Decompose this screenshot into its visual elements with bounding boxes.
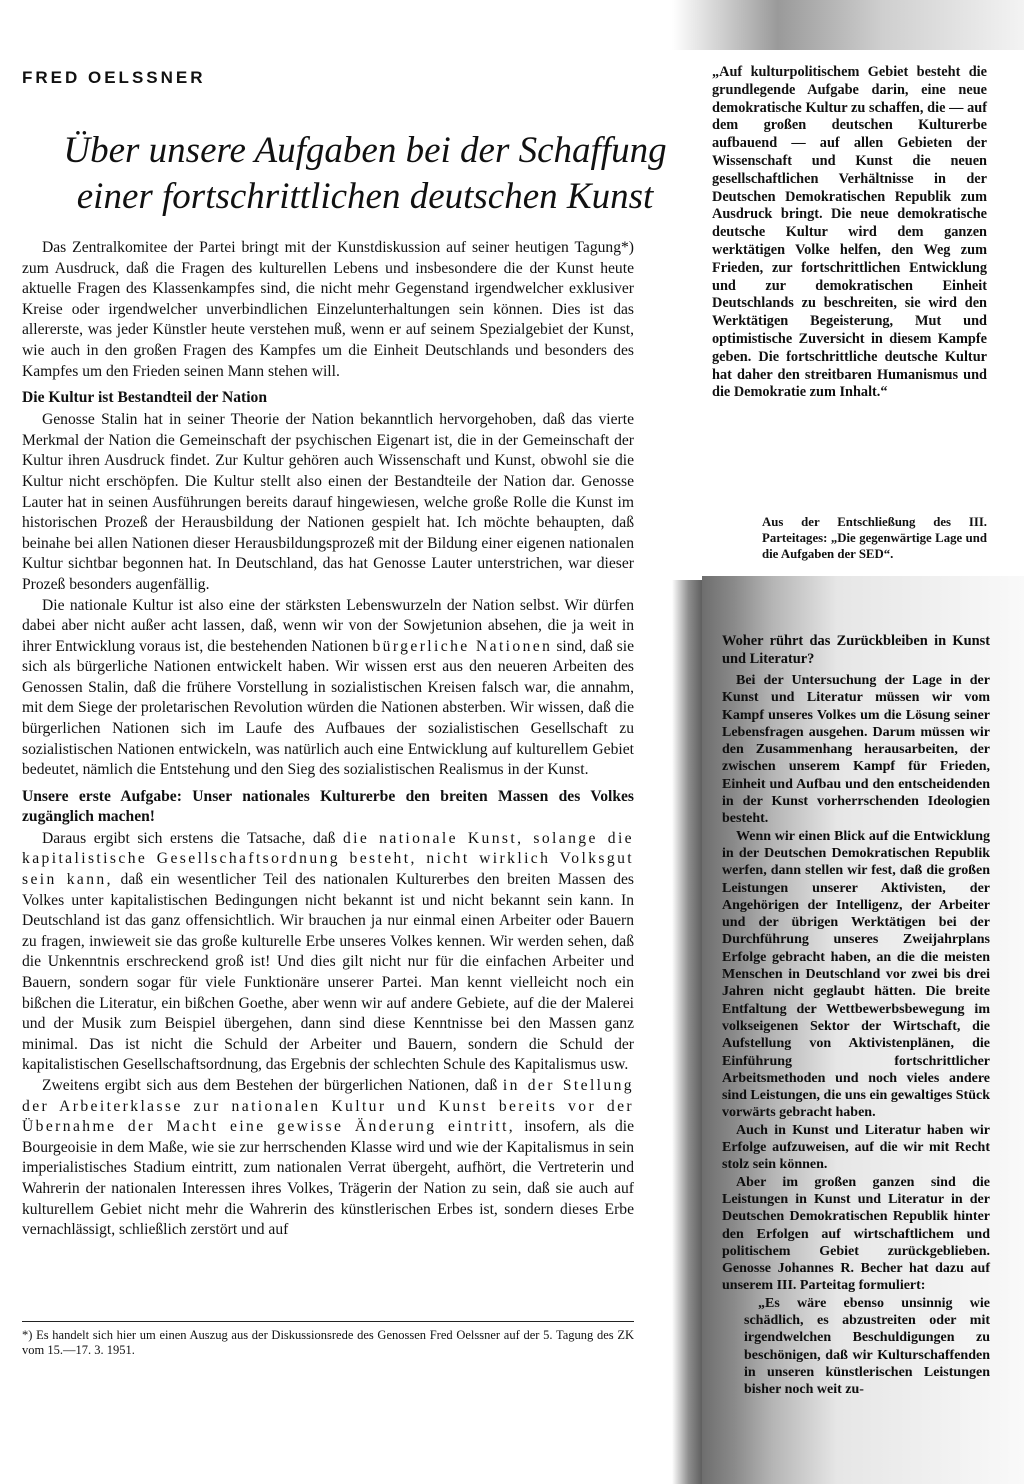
sidebar-heading: Woher rührt das Zurückbleiben in Kunst und Literatur? (722, 633, 990, 667)
intro-paragraph: Das Zentralkomitee der Partei bringt mit der Kunstdiskussion auf seiner heutigen Tagung*) zum Ausdruck, daß die Fragen des kulturellen Lebens und insbesondere die der Kunst heute aktuelle Fragen des Klassenkampfes sind, die nicht mehr Gegenstand irgendwelcher exklusiver Kreise oder irgendwelcher unverbindlichen Einzelunterhaltungen sein können. Dies ist das allererste, was jeder Künstler heute verstehen muß, wenn er auf seinem Spezialgebiet der Kunst, wie auch in den großen Fragen des Kampfes um die Einheit Deutschlands und besonders des Kampfes um den Frieden seinen Mann stehen will. (22, 239, 634, 380)
paragraph-text: sind, daß sie sich als bürgerliche Nationen entwickelt haben. Wir wissen erst aus den neueren Arbeiten des Genossen Stalin, daß die frühere Vorstellung in sozialistischen Kreisen falsch war, die annahm, mit dem Siege der proletarischen Revolution würden die Nationen absterben. Wir wissen, daß die bürgerlichen Nationen sich im Laufe des Aufbaues der sozialistischen Gesellschaft zu sozialistischen Nationen entwickeln, was natürlich auch eine Entwicklung auf kulturellem Gebiet bedeutet, nämlich die Entstehung und den Sieg des sozialistischen Realismus in der Kunst. (22, 637, 634, 779)
emphasized-text: bürgerliche Nationen (372, 637, 553, 655)
article-body (22, 238, 634, 1241)
paragraph-text: insofern, als die Bourgeoisie in dem Maße, wie sie zur herrschenden Klasse wird und wie der Kapitalismus in sein imperialistisches Stadium eintritt, zum nationalen Verrat übergeht, aufhört, die Vertreterin und Wahrerin der nationalen Interessen ihres Volkes, Trägerin der Nation zu sein, daß sie auch auf kulturellem Gebiet nicht mehr die Wahrerin des künstlerischen Erbes ist, sondern dieses Erbe vernachlässigt, schließlich zerstört und auf (22, 1118, 635, 1239)
emphasized-text: die nationale Kunst, solange die kapitalistische Gesellschaftsordnung besteht, nicht wirklich Volksgut sein kann, (22, 829, 634, 889)
scan-shading-top (672, 0, 1024, 50)
paragraph-text: daß ein wesentlicher Teil des nationalen Kulturerbes den breiten Massen des Volkes unter kapitalistischen Bedingungen nicht bekannt ist und nicht bekannt sein kann. In Deutschland ist das ganz offensichtlich. Wir brauchen ja nur einmal einen Arbeiter oder Bauern zu fragen, inwieweit sie das große kulturelle Erbe unseres Volkes kennen. Wir werden sehen, daß die Unkenntnis erschreckend groß ist! Und dies gilt nicht nur für die einfachen Arbeiter und Bauern, sondern sogar für viele Funktionäre unserer Partei. Man kennt vielleicht noch ein bißchen die Literatur, ein bißchen Goethe, aber wenn wir auf andere Gebiete, auf die der Malerei und der Musik zum Beispiel übergehen, dann sind diese Kenntnisse bei den Massen ganz minimal. Das ist nicht die Schuld der Arbeiter und Bauern, sondern die Schuld der kapitalistischen Gesellschaftsordnung, das Ergebnis der schlechten Schule des Kapitalismus usw. (22, 871, 635, 1074)
section-heading-culture-nation: Die Kultur ist Bestandteil der Nation (22, 389, 268, 407)
paragraph-second-consequence (22, 1076, 634, 1241)
quote-source: Aus der Entschließung des III. Parteitages: „Die gegenwärtige Lage und die Aufgaben der SED“. (762, 515, 987, 561)
sidebar-paragraph: Aber im großen ganzen sind die Leistungen in Kunst und Literatur in der Deutschen Demokratischen Republik hinter den Erfolgen auf wirtschaftlichem und politischem Gebiet zurückgeblieben. Genosse Johannes R. Becher hat dazu auf unserem III. Parteitag formuliert: (722, 1174, 990, 1294)
paragraph-text: Zweitens ergibt sich aus dem Bestehen der bürgerlichen Nationen, daß (42, 1076, 498, 1094)
sidebar-column (722, 632, 990, 1398)
paragraph-text: Die nationale Kultur ist also eine der stärksten Lebenswurzeln der Nation selbst. Wir dürfen dabei aber nicht außer acht lassen, daß, wenn wir von der Sowjetunion absehen, die ja weit in ihrer Entwicklung voraus ist, die bestehenden Nationen (22, 596, 634, 655)
article-title (60, 128, 670, 220)
paragraph-national-culture (22, 596, 634, 781)
sidebar-becher-quote: „Es wäre ebenso unsinnig wie schädlich, es abzustreiten oder mit irgendwelchen Beschuldigungen zu beschönigen, daß wir Kulturschaffenden in unseren künstlerischen Leistungen bisher noch weit zu- (744, 1295, 990, 1398)
paragraph-text: Daraus ergibt sich erstens die Tatsache, daß (42, 829, 336, 847)
sidebar-paragraph: Wenn wir einen Blick auf die Entwicklung in der Deutschen Demokratischen Republik werfen, dann stellen wir fest, daß die großen Leistungen unserer Aktivisten, der Angehörigen der Intelligenz, der Arbeiter und der übrigen Werktätigen bei der Durchführung unseres Zweijahrplans Erfolge gebracht haben, an die die meisten Menschen in Deutschland vor zwei bis drei Jahren nicht geglaubt hätten. Die breite Entfaltung der Wettbewerbsbewegung im volkseigenen Sektor der Wirtschaft, die Aufstellung von Aktivistenplänen, die Einführung fortschrittlicher Arbeitsmethoden und noch vieles andere sind Leistungen, die uns ein gewaltiges Stück vorwärts gebracht haben. (722, 828, 990, 1121)
footnote-text: *) Es handelt sich hier um einen Auszug aus der Diskussionsrede des Genossen Fred Oelssner auf der 5. Tagung des ZK vom 15.—17. 3. 1951. (22, 1328, 634, 1357)
sidebar-paragraph: Bei der Untersuchung der Lage in der Kunst und Literatur müssen wir vom Kampf unseres Volkes um die Lösung seiner Lebensfragen ausgehen. Darum müssen wir den Zusammenhang herausarbeiten, der zwischen unserem Kampf für Frieden, Einheit und Aufbau und den entscheidenden in der Kunst vorherrschenden Ideologien besteht. (722, 673, 990, 827)
party-resolution-quote: „Auf kulturpolitischem Gebiet besteht die grundlegende Aufgabe darin, eine neue demokratische Kultur zu schaffen, die — auf dem großen deutschen Kulturerbe aufbauend — auf allen Gebieten der Wissenschaft und Kunst die neuen gesellschaftlichen Verhältnisse in der Deutschen Demokratischen Republik zum Ausdruck bringt. Die neue demokratische deutsche Kultur wird dem ganzen werktätigen Volke helfen, den Weg zum Frieden, zur fortschrittlichen Entwicklung und zur demokratischen Einheit Deutschlands zu beschreiten, sie wird den Werktätigen Begeisterung, Mut und optimistische Zuversicht in diesem Kampfe geben. Die fortschrittliche deutsche Kultur hat daher den streitbaren Humanismus und die Demokratie zum Inhalt.“ (712, 64, 987, 401)
title-line-2: einer fortschrittlichen deutschen Kunst (76, 176, 654, 217)
title-line-1: Über unsere Aufgaben bei der Schaffung (63, 130, 667, 171)
footnote (22, 1321, 634, 1358)
scan-shading-side (672, 580, 702, 1484)
author-name: FRED OELSSNER (22, 68, 206, 87)
paragraph-stalin-theory: Genosse Stalin hat in seiner Theorie der Nation bekanntlich hervorgehoben, daß das vierte Merkmal der Nation die Gemeinschaft der psychischen Eigenart ist, die in der Gemeinschaft der Kultur ihren Ausdruck findet. Zur Kultur gehören auch Wissenschaft und Kunst, obwohl sie die Kultur nicht erschöpfen. Die Kultur stellt also einen der Bestandteile der Nation dar. Genosse Lauter hat in seinen Ausführungen bereits darauf hingewiesen, welche große Rolle die Kunst im historischen Prozeß der Herausbildung der Nationen gespielt hat. Ich möchte behaupten, daß beinahe bei allen Nationen dieser Herausbildungsprozeß mit der Bildung einer eigenen nationalen Kultur sichtbar begonnen hat. In Deutschland, das hat Genosse Lauter unterstrichen, war dieser Prozeß besonders augenfällig. (22, 411, 634, 593)
section-heading-first-task: Unsere erste Aufgabe: Unser nationales Kulturerbe den breiten Massen des Volkes zugänglich machen! (22, 787, 634, 825)
paragraph-first-consequence (22, 829, 634, 1076)
emphasized-text: in der Stellung der Arbeiterklasse zur nationalen Kultur und Kunst bereits vor der Übernahme der Macht eine gewisse Änderung eintritt, (22, 1076, 634, 1136)
sidebar-paragraph: Auch in Kunst und Literatur haben wir Erfolge aufzuweisen, auf die wir mit Recht stolz sein können. (722, 1122, 990, 1173)
